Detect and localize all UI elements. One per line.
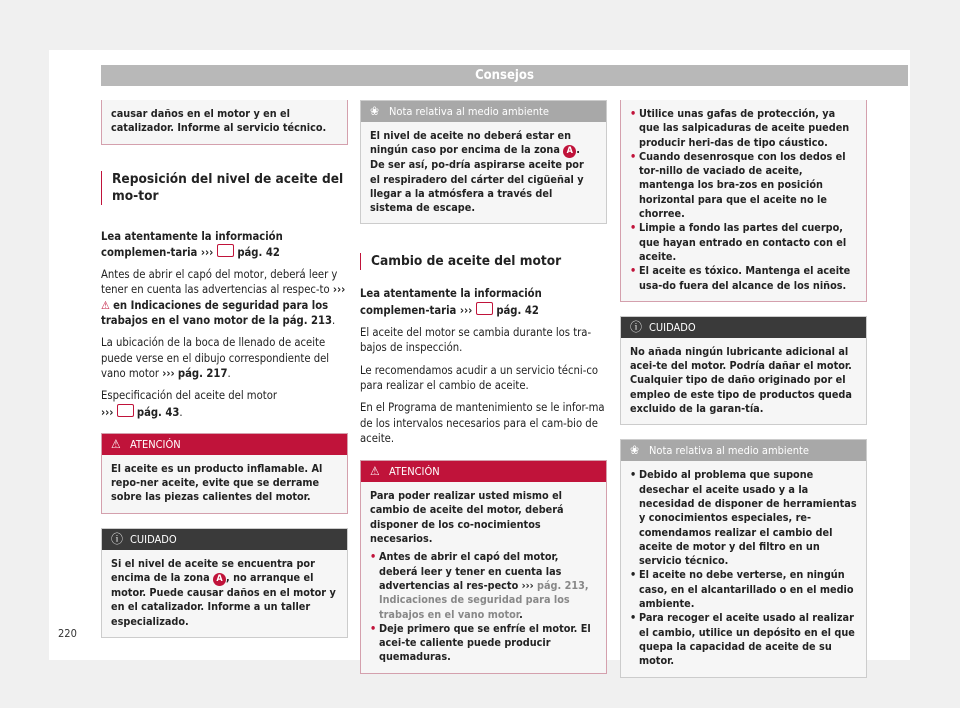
atencion-text: El aceite es un producto inflamable. Al repo-ner aceite, evite que se derrame sobre las piezas calientes del motor. xyxy=(111,461,323,504)
warning-triangle-icon: ⚠ xyxy=(370,464,380,479)
page-number: 220 xyxy=(58,627,77,640)
continued-warning-text: causar daños en el motor y en el catalizador. Informe al servicio técnico. xyxy=(111,107,327,135)
atencion-header: ⚠ ATENCIÓN xyxy=(102,434,347,455)
section-heading-oil-change: Cambio de aceite del motor xyxy=(360,253,607,270)
continued-warning-box xyxy=(101,100,348,145)
leaf-icon: ❀ xyxy=(630,443,640,458)
cuidado-box xyxy=(101,528,348,638)
column-3 xyxy=(620,100,867,678)
atencion-header: ⚠ ATENCIÓN xyxy=(361,461,606,482)
info-circle-icon: ⓘ xyxy=(630,319,643,334)
section-header: Consejos xyxy=(101,65,908,86)
book-icon xyxy=(217,244,234,257)
continued-atencion-box xyxy=(620,100,867,302)
atencion-box xyxy=(101,433,348,514)
atencion-bullet: • Limpie a fondo las partes del cuerpo, que hayan entrado en contacto con el aceite. xyxy=(630,221,857,264)
marker-a: A xyxy=(563,145,576,158)
oil-spec-ref-link[interactable]: pág. 43 xyxy=(136,405,180,419)
cuidado-text: Si el nivel de aceite se encuentra por encima de la zona A , no arranque el motor. Puede causar daños en el motor y en el catalizador. Informe a un taller especializado. xyxy=(111,556,336,628)
page-ref-link[interactable]: pág. 42 xyxy=(496,303,539,317)
atencion-intro: Para poder realizar usted mismo el cambio de aceite del motor, deberá disponer de los co-nocimientos necesarios. xyxy=(370,489,564,546)
read-info-paragraph: Lea atentamente la información complemen-taria ››› pág. 42 xyxy=(360,287,542,317)
recommend-paragraph: Le recomendamos acudir a un servicio técni-co para realizar el cambio de aceite. xyxy=(360,363,599,392)
column-1 xyxy=(101,100,348,638)
atencion-bullet: • Deje primero que se enfríe el motor. El acei-te caliente puede producir quemaduras. xyxy=(370,622,597,665)
cuidado-header: ⓘ CUIDADO xyxy=(621,317,866,338)
page xyxy=(49,50,910,668)
environment-note-box xyxy=(360,100,607,224)
leaf-icon: ❀ xyxy=(370,104,380,118)
filler-location-paragraph: La ubicación de la boca de llenado de aceite puede verse en el dibujo correspondiente del vano motor ››› pág. 217. xyxy=(101,336,330,380)
info-circle-icon: ⓘ xyxy=(111,531,124,546)
atencion-bullet: • Antes de abrir el capó del motor, deberá leer y tener en cuenta las advertencias al res-pecto ››› pág. 213, Indicaciones de seguridad para los trabajos en el vano motor. xyxy=(370,550,597,621)
cuidado-header: ⓘ CUIDADO xyxy=(102,529,347,550)
environment-bullet: • Para recoger el aceite usado al realizar el cambio, utilice un depósito en el que quepa la capacidad de aceite de su motor. xyxy=(630,611,857,668)
book-icon xyxy=(117,404,134,417)
atencion-bullet: • El aceite es tóxico. Mantenga el aceite usa-do fuera del alcance de los niños. xyxy=(630,264,857,293)
environment-bullet: • Debido al problema que supone desechar el aceite usado y a la necesidad de disponer de herramientas y conocimientos especiales, re-comendamos realizar el cambio del aceite de motor y del filtro en un servicio técnico. xyxy=(630,468,857,568)
atencion-bullet: • Cuando desenrosque con los dedos el tor-nillo de vaciado de aceite, mantenga los bra-zos en posición horizontal para que el aceite no le chorree. xyxy=(630,150,857,221)
read-info-paragraph: Lea atentamente la información complemen-taria ››› pág. 42 xyxy=(101,229,283,259)
oil-spec-paragraph: Especificación del aceite del motor ››› pág. 43. xyxy=(101,389,278,419)
inspection-paragraph: El aceite del motor se cambia durante los tra-bajos de inspección. xyxy=(360,326,592,355)
warning-triangle-icon: ⚠ xyxy=(111,436,121,451)
atencion-box xyxy=(360,460,607,674)
section-heading-refill-oil: Reposición del nivel de aceite del mo-tor xyxy=(101,171,348,205)
cuidado-box xyxy=(620,316,867,425)
column-2 xyxy=(360,100,607,674)
environment-note-text: El nivel de aceite no deberá estar en ningún caso por encima de la zona A . De ser así, po-dría aspirarse aceite por el respiradero del cárter del cigüeñal y llegar a la atmósfera a través del sistema de escape. xyxy=(370,129,584,215)
safety-ref-link[interactable]: en Indicaciones de seguridad para los trabajos en el vano motor de la pág. 213 xyxy=(101,298,333,328)
engine-bay-ref-link[interactable]: pág. 217 xyxy=(177,366,228,380)
environment-note-header: ❀ Nota relativa al medio ambiente xyxy=(361,101,606,122)
warning-triangle-icon: ⚠ xyxy=(101,298,110,312)
environment-note-header: ❀ Nota relativa al medio ambiente xyxy=(621,440,866,461)
maintenance-paragraph: En el Programa de mantenimiento se le infor-ma de los intervalos necesarios para el cam-bio de aceite. xyxy=(360,401,605,445)
cuidado-text: No añada ningún lubricante adicional al acei-te del motor. Podría dañar el motor. Cualquier tipo de daño originado por el empleo de este tipo de productos queda excluido de la garan-tía. xyxy=(630,344,852,416)
environment-note-box xyxy=(620,439,867,677)
book-icon xyxy=(476,302,493,315)
atencion-bullet: • Utilice unas gafas de protección, ya que las salpicaduras de aceite pueden producir heri-das de tipo cáustico. xyxy=(630,107,857,150)
safety-ref-link[interactable]: pág. 213, Indicaciones de seguridad para los trabajos en el vano motor xyxy=(379,578,589,621)
open-hood-paragraph: Antes de abrir el capó del motor, deberá leer y tener en cuenta las advertencias al respec-to ››› ⚠ en Indicaciones de seguridad para los trabajos en el vano motor de la pág. 213. xyxy=(101,268,346,328)
page-ref-link[interactable]: pág. 42 xyxy=(237,245,280,259)
marker-a: A xyxy=(213,573,226,586)
environment-bullet: • El aceite no debe verterse, en ningún caso, en el alcantarillado o en el medio ambiente. xyxy=(630,568,857,611)
